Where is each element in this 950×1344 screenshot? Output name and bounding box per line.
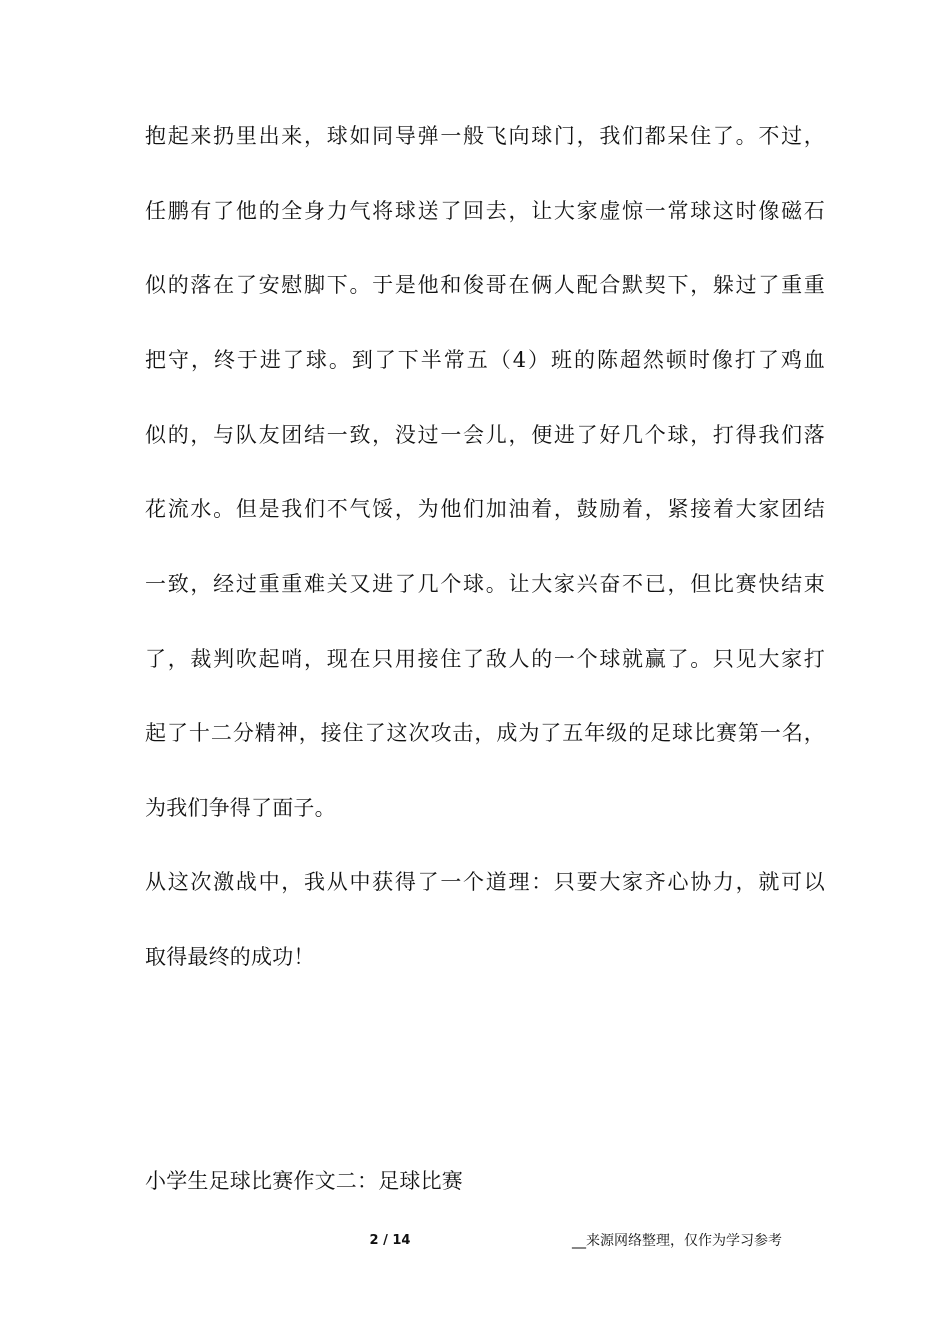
paragraph-line: 花流水。但是我们不气馁，为他们加油着，鼓励着，紧接着大家团结 (145, 497, 825, 521)
paragraph-line: 取得最终的成功！ (145, 945, 315, 969)
paragraph-line: 起了十二分精神，接住了这次攻击，成为了五年级的足球比赛第一名， (145, 721, 825, 745)
paragraph-line: 把守，终于进了球。到了下半常五（4）班的陈超然顿时像打了鸡血 (145, 348, 825, 372)
page-number: 2 / 14 (369, 1233, 411, 1248)
paragraph-line: 为我们争得了面子。 (145, 796, 336, 820)
paragraph-line: 任鹏有了他的全身力气将球送了回去，让大家虚惊一常球这时像磁石 (145, 199, 825, 223)
paragraph-line: 从这次激战中，我从中获得了一个道理：只要大家齐心协力，就可以 (145, 870, 825, 894)
paragraph-line: 一致，经过重重难关又进了几个球。让大家兴奋不已，但比赛快结束 (145, 572, 825, 596)
paragraph-line: 抱起来扔里出来，球如同导弹一般飞向球门，我们都呆住了。不过， (145, 124, 825, 148)
paragraph-line: 似的落在了安慰脚下。于是他和俊哥在俩人配合默契下，躲过了重重 (145, 273, 825, 297)
source-note: __来源网络整理，仅作为学习参考 (572, 1233, 782, 1249)
paragraph-line: 似的，与队友团结一致，没过一会儿，便进了好几个球，打得我们落 (145, 423, 825, 447)
section-title: 小学生足球比赛作文二：足球比赛 (145, 1169, 463, 1193)
paragraph-line: 了，裁判吹起哨，现在只用接住了敌人的一个球就赢了。只见大家打 (145, 647, 825, 671)
